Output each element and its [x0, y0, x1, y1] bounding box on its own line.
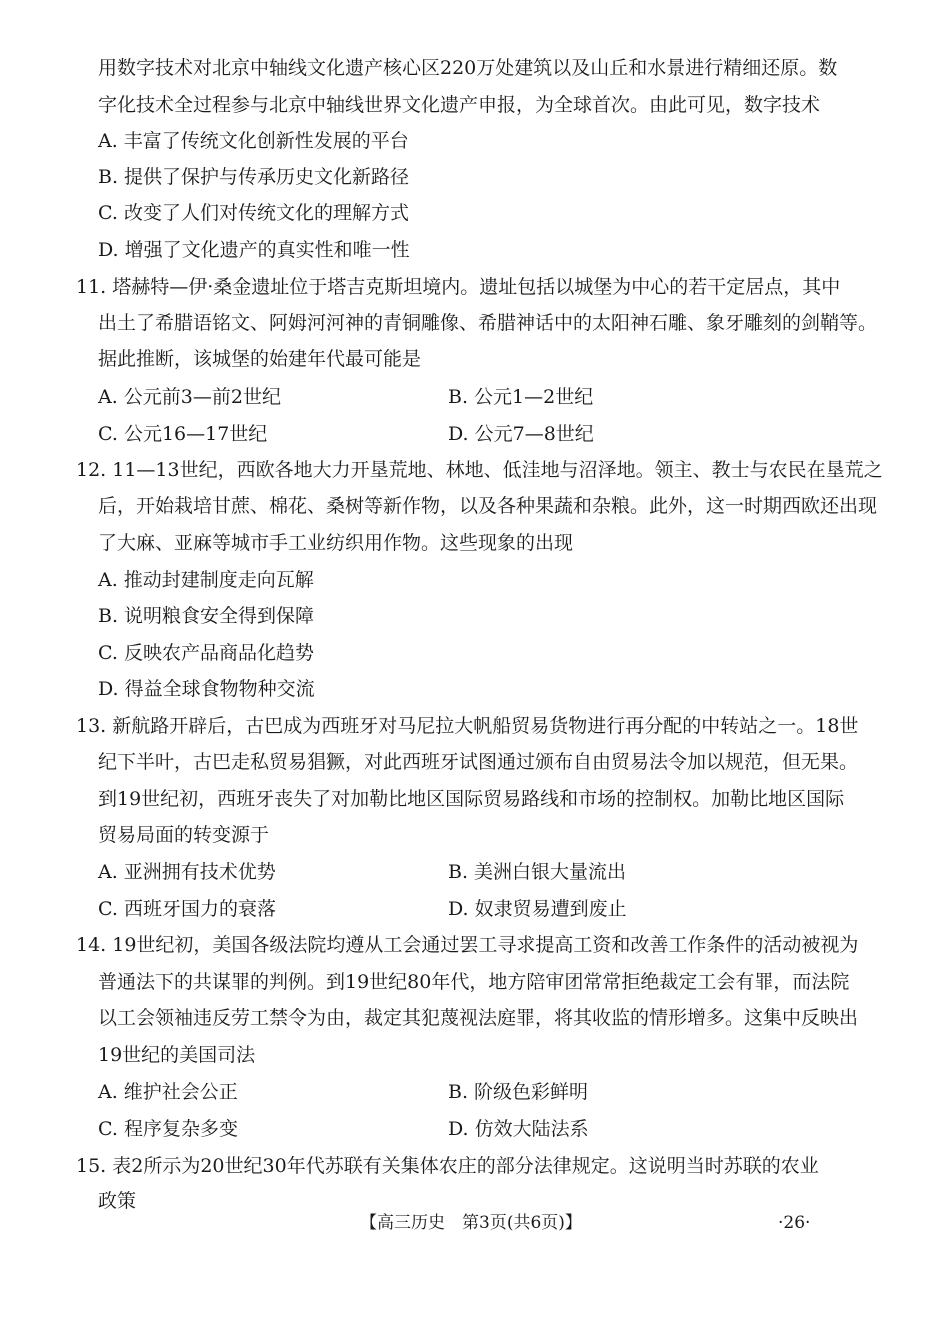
q11-option-d: D. 公元7—8世纪 [448, 423, 594, 445]
footer-page-code: ·26· [778, 1213, 811, 1233]
q12-stem-line: 了大麻、亚麻等城市手工业纺织用作物。这些现象的出现 [98, 532, 574, 554]
q14-stem-line: 14. 19世纪初，美国各级法院均遵从工会通过罢工寻求提高工资和改善工作条件的活动被视为 [76, 934, 859, 956]
q11-stem-line: 11. 塔赫特—伊·桑金遗址位于塔吉克斯坦境内。遗址包括以城堡为中心的若干定居点，其中 [76, 276, 841, 298]
q14-option-d: D. 仿效大陆法系 [448, 1118, 589, 1140]
footer-title: 【高三历史 第3页(共6页)】 [360, 1213, 582, 1233]
q13-stem-line: 13. 新航路开辟后，古巴成为西班牙对马尼拉大帆船贸易货物进行再分配的中转站之一。18世 [76, 715, 859, 737]
q11-option-b: B. 公元1—2世纪 [448, 386, 594, 408]
q12-option-b: B. 说明粮食安全得到保障 [98, 605, 315, 627]
q10-option-c: C. 改变了人们对传统文化的理解方式 [98, 202, 409, 224]
q11-stem-line: 出土了希腊语铭文、阿姆河河神的青铜雕像、希腊神话中的太阳神石雕、象牙雕刻的剑鞘等。 [98, 312, 878, 334]
q12-stem-line: 后，开始栽培甘蔗、棉花、桑树等新作物，以及各种果蔬和杂粮。此外，这一时期西欧还出现 [98, 495, 878, 517]
q10-stem-line: 字化技术全过程参与北京中轴线世界文化遗产申报，为全球首次。由此可见，数字技术 [98, 94, 821, 116]
q15-stem-line: 15. 表2所示为20世纪30年代苏联有关集体农庄的部分法律规定。这说明当时苏联的农业 [76, 1155, 819, 1177]
q13-stem-line: 贸易局面的转变源于 [98, 824, 270, 846]
q13-option-d: D. 奴隶贸易遭到废止 [448, 898, 627, 920]
q11-stem-line: 据此推断，该城堡的始建年代最可能是 [98, 348, 422, 370]
q13-stem-line: 纪下半叶，古巴走私贸易猖獗，对此西班牙试图通过颁布自由贸易法令加以规范，但无果。 [98, 751, 859, 773]
q12-option-c: C. 反映农产品商品化趋势 [98, 642, 314, 664]
page-footer [0, 1210, 950, 1236]
q13-option-a: A. 亚洲拥有技术优势 [98, 861, 276, 883]
q14-stem-line: 以工会领袖违反劳工禁令为由，裁定其犯蔑视法庭罪，将其收监的情形增多。这集中反映出 [98, 1007, 859, 1029]
q12-stem-line: 12. 11—13世纪，西欧各地大力开垦荒地、林地、低洼地与沼泽地。领主、教士与农民在垦荒之 [76, 459, 883, 481]
q14-option-a: A. 维护社会公正 [98, 1081, 238, 1103]
q11-option-c: C. 公元16—17世纪 [98, 423, 268, 445]
q11-option-a: A. 公元前3—前2世纪 [98, 386, 281, 408]
q12-option-d: D. 得益全球食物物种交流 [98, 678, 315, 700]
q10-stem-line: 用数字技术对北京中轴线文化遗产核心区220万处建筑以及山丘和水景进行精细还原。数 [98, 57, 838, 79]
q13-option-c: C. 西班牙国力的衰落 [98, 898, 276, 920]
q14-option-b: B. 阶级色彩鲜明 [448, 1081, 589, 1103]
q12-option-a: A. 推动封建制度走向瓦解 [98, 569, 314, 591]
q14-option-c: C. 程序复杂多变 [98, 1118, 238, 1140]
q10-option-b: B. 提供了保护与传承历史文化新路径 [98, 166, 410, 188]
q10-option-d: D. 增强了文化遗产的真实性和唯一性 [98, 239, 410, 261]
q15-stem-line: 政策 [98, 1190, 137, 1212]
q14-stem-line: 19世纪的美国司法 [98, 1044, 256, 1066]
q13-stem-line: 到19世纪初，西班牙丧失了对加勒比地区国际贸易路线和市场的控制权。加勒比地区国际 [98, 788, 845, 810]
q13-option-b: B. 美洲白银大量流出 [448, 861, 627, 883]
q14-stem-line: 普通法下的共谋罪的判例。到19世纪80年代，地方陪审团常常拒绝裁定工会有罪，而法院 [98, 971, 850, 993]
q10-option-a: A. 丰富了传统文化创新性发展的平台 [98, 130, 409, 152]
